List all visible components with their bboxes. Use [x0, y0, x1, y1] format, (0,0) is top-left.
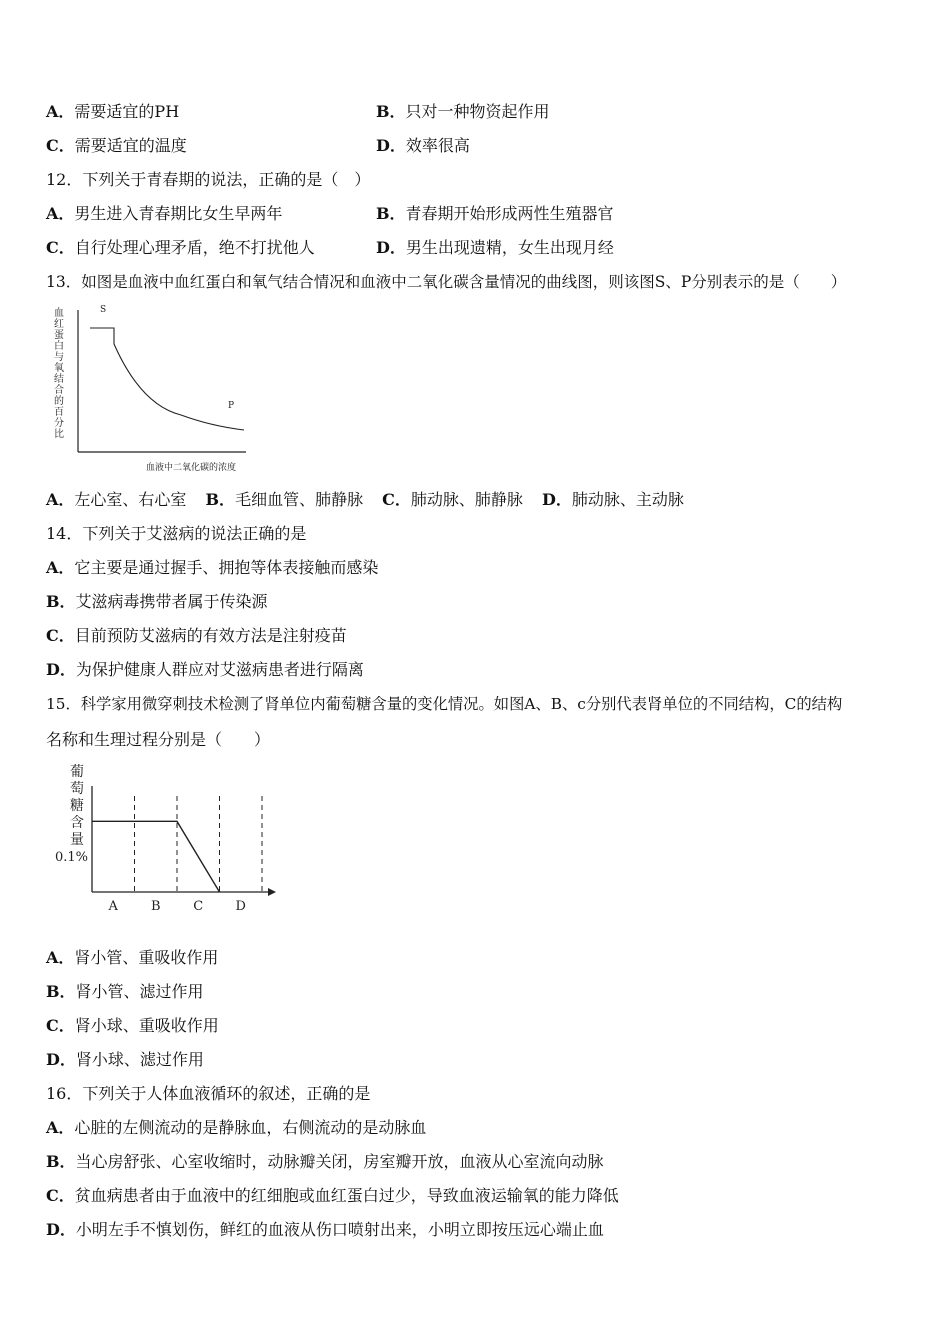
q15-chart: [46, 760, 286, 920]
q13-y-label-char: 血: [54, 308, 64, 319]
q13-point-p: P: [228, 401, 235, 411]
q15-category-label: D: [235, 899, 246, 914]
q16-option-d: D．小明左手不慎划伤，鲜红的血液从伤口喷射出来，小明立即按压远心端止血: [46, 1220, 604, 1239]
q15-y-label-char: 糖: [70, 798, 84, 814]
q15-series-line: [92, 821, 220, 892]
q16-option-b: B．当心房舒张、心室收缩时，动脉瓣关闭，房室瓣开放，血液从心室流向动脉: [46, 1152, 604, 1171]
q11-option-a: A．需要适宜的PH: [46, 102, 180, 121]
q14-option-c: C．目前预防艾滋病的有效方法是注射疫苗: [46, 626, 347, 645]
q15-stem-line2: 名称和生理过程分别是（ ）: [46, 730, 271, 749]
q13-y-label-char: 比: [54, 429, 64, 440]
q13-y-label-char: 白: [54, 341, 64, 352]
q13-option-d: D．肺动脉、主动脉: [542, 490, 684, 509]
q13-options: [46, 490, 698, 510]
q15-y-label-char: 葡: [70, 764, 84, 780]
q11-option-d: D．效率很高: [376, 136, 470, 155]
q13-y-label-char: 红: [54, 319, 64, 330]
q12-stem: 12．下列关于青春期的说法，正确的是（ ）: [46, 170, 371, 189]
q13-y-label-char: 的: [54, 396, 64, 407]
q13-x-label: 血液中二氧化碳的浓度: [146, 463, 237, 473]
q12-option-c: C．自行处理心理矛盾，绝不打扰他人: [46, 238, 315, 257]
q15-y-label-char: 萄: [70, 781, 84, 797]
q15-category-label: A: [108, 899, 118, 914]
q13-y-label-char: 百: [54, 407, 64, 418]
q13-stem: 13．如图是血液中血红蛋白和氧气结合情况和血液中二氧化碳含量情况的曲线图，则该图S、P分别表示的是（ ）: [46, 273, 847, 291]
q13-y-label-char: 与: [54, 352, 64, 363]
q13-y-label-char: 分: [54, 418, 64, 429]
q15-x-axis-arrow: [268, 888, 276, 896]
q14-option-b: B．艾滋病毒携带者属于传染源: [46, 592, 268, 611]
q16-option-a: A．心脏的左侧流动的是静脉血，右侧流动的是动脉血: [46, 1118, 427, 1137]
q15-option-c: C．肾小球、重吸收作用: [46, 1016, 219, 1035]
q14-option-a: A．它主要是通过握手、拥抱等体表接触而感染: [46, 558, 379, 577]
q13-curve: [90, 328, 244, 430]
q15-option-b: B．肾小管、滤过作用: [46, 982, 204, 1001]
q15-y-label-char: 含: [70, 815, 84, 831]
q13-y-label-char: 结: [54, 374, 64, 385]
q12-option-b: B．青春期开始形成两性生殖器官: [376, 204, 614, 223]
q15-category-label: C: [193, 899, 204, 914]
q11-option-c: C．需要适宜的温度: [46, 136, 187, 155]
q12-option-d: D．男生出现遗精，女生出现月经: [376, 238, 614, 257]
q15-option-a: A．肾小管、重吸收作用: [46, 948, 219, 967]
q13-y-label-char: 蛋: [54, 330, 64, 341]
q16-option-c: C．贫血病患者由于血液中的红细胞或血红蛋白过少，导致血液运输氧的能力降低: [46, 1186, 619, 1205]
q13-option-b: B．毛细血管、肺静脉: [205, 490, 364, 509]
q13-option-c: C．肺动脉、肺静脉: [382, 490, 523, 509]
q11-option-b: B．只对一种物资起作用: [376, 102, 550, 121]
q15-option-d: D．肾小球、滤过作用: [46, 1050, 204, 1069]
q16-stem: 16．下列关于人体血液循环的叙述，正确的是: [46, 1084, 371, 1103]
q15-category-label: B: [150, 899, 161, 914]
q13-y-label-char: 氧: [54, 363, 64, 374]
q13-y-label-char: 合: [54, 385, 64, 396]
q13-point-s: S: [100, 305, 107, 315]
q14-option-d: D．为保护健康人群应对艾滋病患者进行隔离: [46, 660, 364, 679]
q13-y-label: [54, 307, 64, 440]
q15-y-tick-label: 0.1%: [54, 850, 88, 865]
q13-figure: [46, 300, 286, 476]
q15-stem-line1: 15．科学家用微穿刺技术检测了肾单位内葡萄糖含量的变化情况。如图A、B、c分别代表肾单位的不同结构，C的结构: [46, 695, 843, 713]
q15-y-label-char: 量: [70, 832, 84, 848]
q14-stem: 14．下列关于艾滋病的说法正确的是: [46, 524, 307, 543]
q12-option-a: A．男生进入青春期比女生早两年: [46, 204, 283, 223]
q13-option-a: A．左心室、右心室: [46, 490, 187, 509]
